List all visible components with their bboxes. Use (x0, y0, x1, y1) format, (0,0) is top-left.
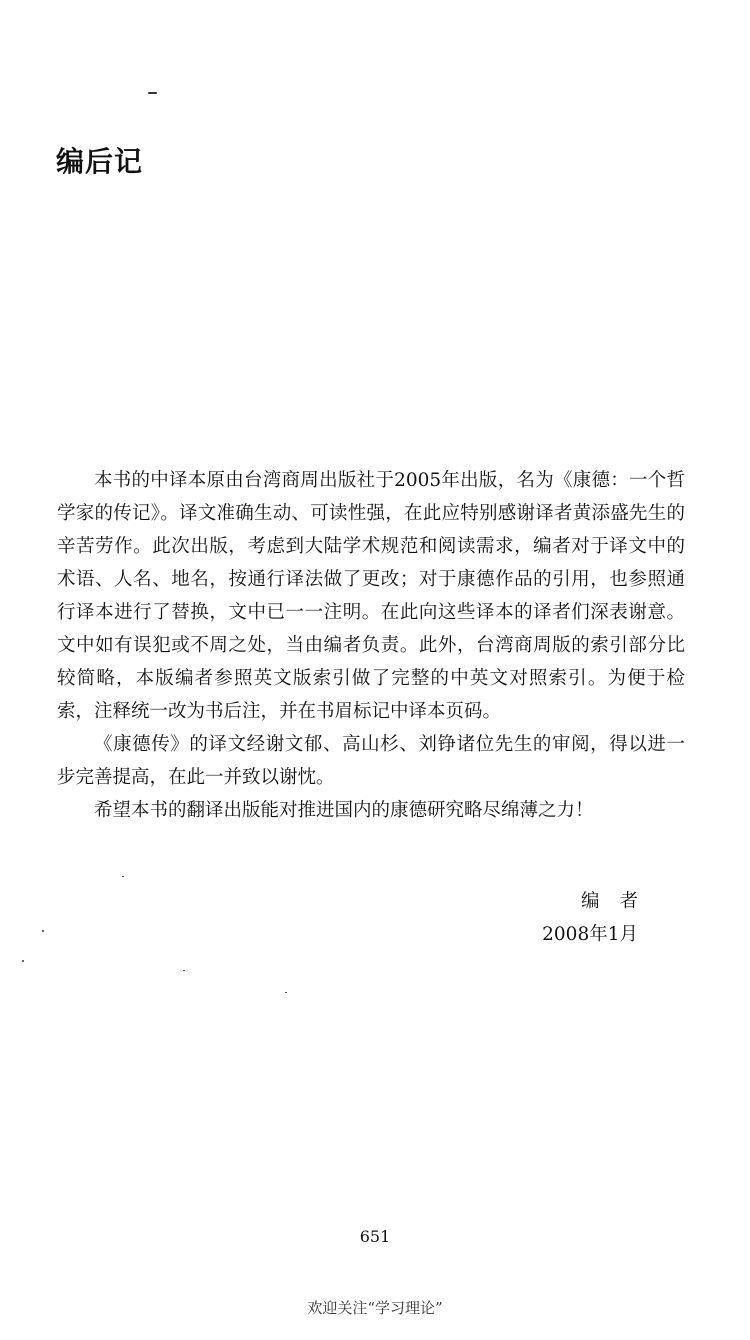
paragraph: 本书的中译本原由台湾商周出版社于2005年出版，名为《康德：一个哲学家的传记》。译文准确生动、可读性强，在此应特别感谢译者黄添盛先生的辛苦劳作。此次出版，考虑到大陆学术规范和阅读需求，编者对于译文中的术语、人名、地名，按通行译法做了更改；对于康德作品的引用，也参照通行译本进行了替换，文中已一一注明。在此向这些译本的译者们深表谢意。文中如有误犯或不周之处，当由编者负责。此外，台湾商周版的索引部分比较简略，本版编者参照英文版索引做了完整的中英文对照索引。为便于检索，注释统一改为书后注，并在书眉标记中译本页码。 (57, 470, 685, 722)
scan-speck (148, 92, 157, 94)
page-number: 651 (359, 1227, 391, 1246)
scan-speck (285, 992, 287, 993)
scan-speck (122, 876, 124, 877)
scan-speck (42, 930, 44, 932)
footer-note: 欢迎关注“学习理论” (307, 1299, 443, 1317)
paragraph: 希望本书的翻译出版能对推进国内的康德研究略尽绵薄之力！ (94, 800, 594, 821)
signature-author: 编者 (580, 891, 658, 912)
page-title: 编后记 (56, 145, 144, 178)
paragraph: 《康德传》的译文经谢文郁、高山杉、刘铮诸位先生的审阅，得以进一步完善提高，在此一并致以谢忱。 (57, 734, 685, 788)
signature-date: 2008年1月 (542, 924, 638, 945)
scan-speck (183, 970, 185, 971)
scan-speck (22, 960, 24, 962)
afterword-body (57, 464, 685, 827)
